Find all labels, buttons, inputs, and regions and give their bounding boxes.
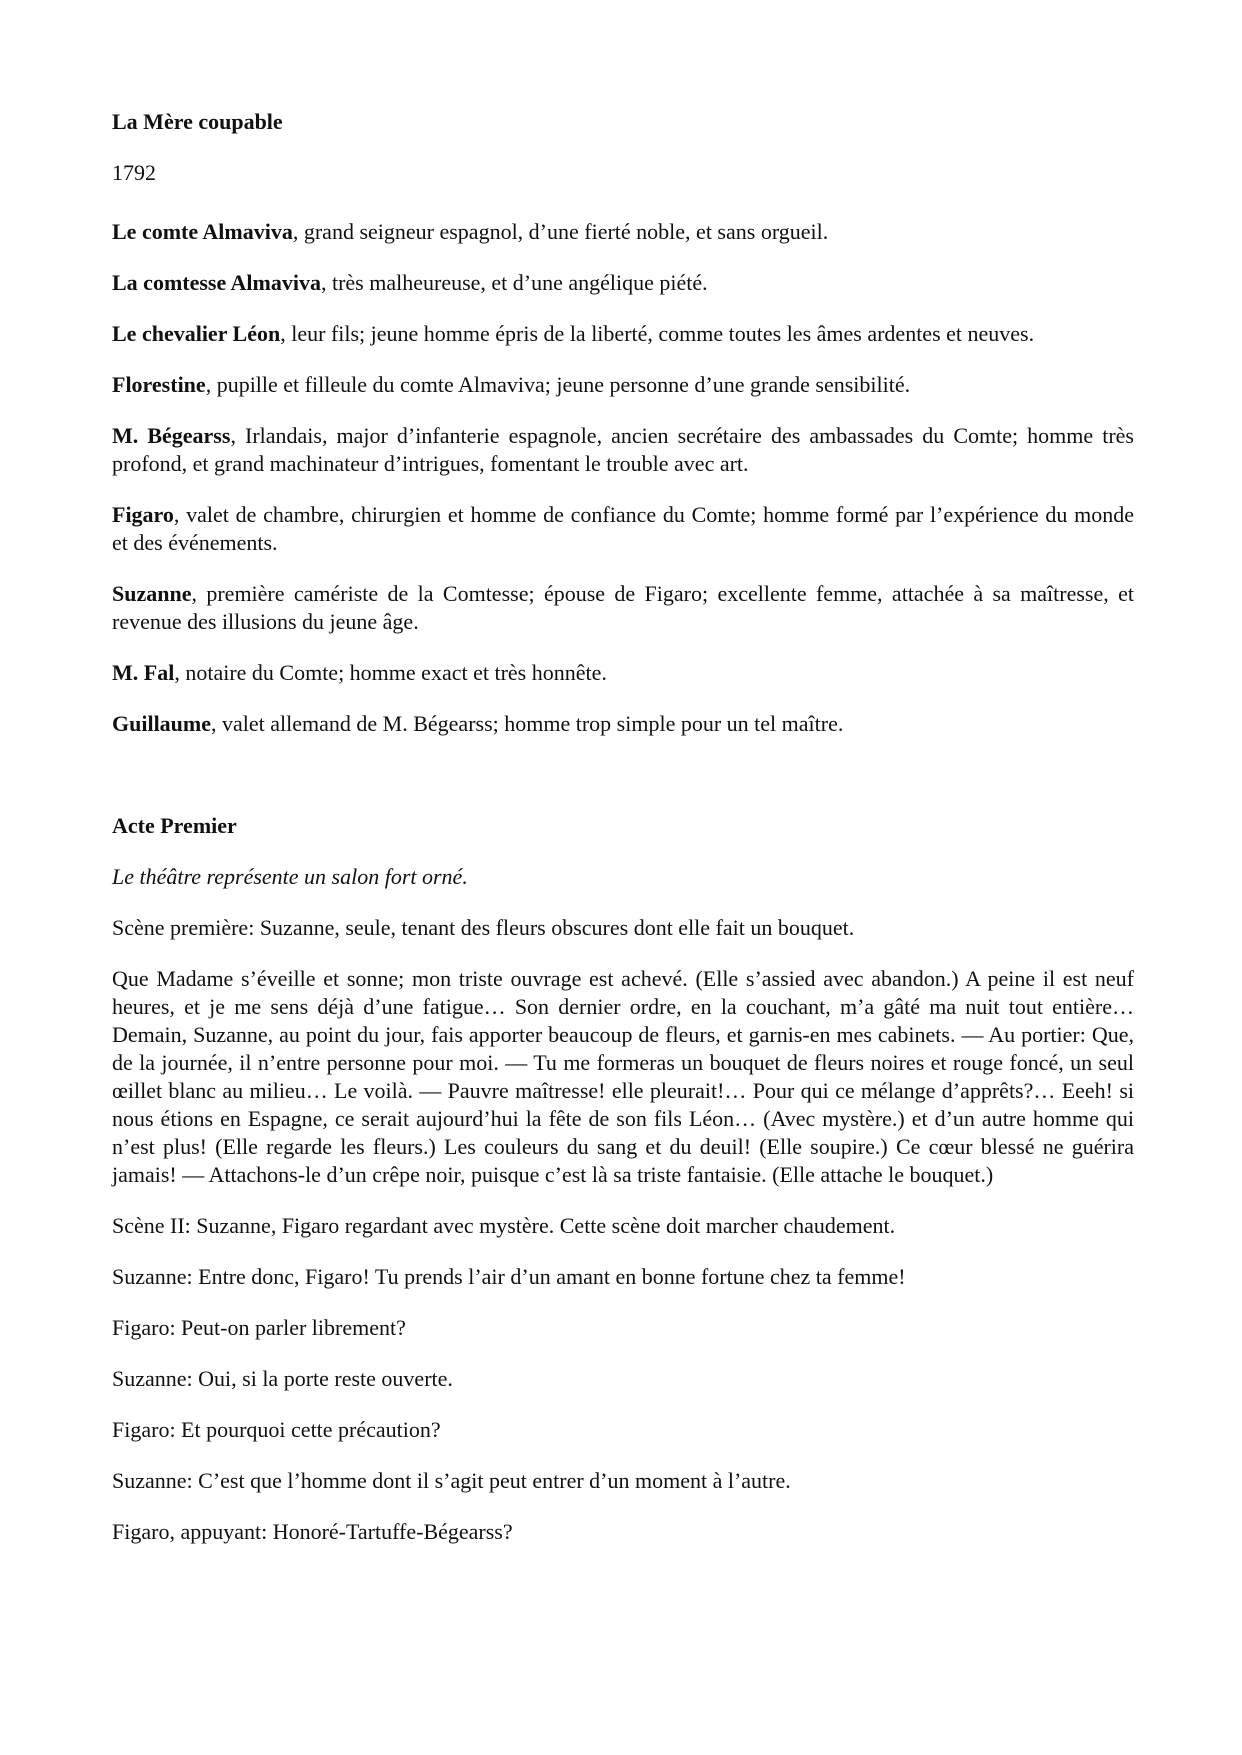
character-name: Le chevalier Léon: [112, 321, 281, 346]
character-description: , très malheureuse, et d’une angélique piété.: [320, 270, 708, 295]
dialogue-line: Figaro: Peut-on parler librement?: [112, 1315, 406, 1340]
character-description: , pupille et filleule du comte Almaviva; jeune personne d’une grande sensibilité.: [205, 372, 911, 397]
character-description: , leur fils; jeune homme épris de la liberté, comme toutes les âmes ardentes et neuves.: [280, 321, 1035, 346]
character-entry: [112, 218, 1134, 246]
scene-text: [112, 914, 1134, 1546]
stage-direction: Le théâtre représente un salon fort orné.: [112, 864, 468, 889]
character-description: , Irlandais, major d’infanterie espagnole, ancien secrétaire des ambassades du Comte; homme très profond, et grand machinateur d’intrigues, fomentant le trouble avec art.: [112, 423, 1134, 476]
character-description: , notaire du Comte; homme exact et très honnête.: [174, 660, 607, 685]
act-heading: Acte Premier: [112, 813, 237, 838]
character-name: Figaro: [112, 502, 174, 527]
character-entry: [112, 371, 1134, 399]
character-list: [112, 218, 1134, 738]
character-name: Florestine: [112, 372, 206, 397]
scene-heading: Scène II: Suzanne, Figaro regardant avec mystère. Cette scène doit marcher chaudement.: [112, 1213, 896, 1238]
character-entry: [112, 422, 1134, 478]
character-entry: [112, 501, 1134, 557]
dialogue-line: Figaro, appuyant: Honoré-Tartuffe-Bégearss?: [112, 1519, 513, 1544]
character-entry: [112, 269, 1134, 297]
play-year: 1792: [112, 160, 156, 185]
character-name: Le comte Almaviva: [112, 219, 293, 244]
character-name: La comtesse Almaviva: [112, 270, 321, 295]
dialogue-line: Suzanne: Oui, si la porte reste ouverte.: [112, 1366, 453, 1391]
character-name: M. Bégearss: [112, 423, 231, 448]
character-description: , valet de chambre, chirurgien et homme de confiance du Comte; homme formé par l’expérience du monde et des événements.: [112, 502, 1134, 555]
character-entry: [112, 580, 1134, 636]
dialogue-line: Suzanne: Entre donc, Figaro! Tu prends l’air d’un amant en bonne fortune chez ta femme!: [112, 1264, 906, 1289]
character-description: , grand seigneur espagnol, d’une fierté noble, et sans orgueil.: [292, 219, 829, 244]
character-entry: [112, 710, 1134, 738]
character-entry: [112, 320, 1134, 348]
play-title: La Mère coupable: [112, 109, 283, 134]
character-entry: [112, 659, 1134, 687]
scene-heading: Scène première: Suzanne, seule, tenant des fleurs obscures dont elle fait un bouquet.: [112, 915, 855, 940]
character-name: Suzanne: [112, 581, 192, 606]
monologue-paragraph: Que Madame s’éveille et sonne; mon triste ouvrage est achevé. (Elle s’assied avec abandon.) A peine il est neuf heures, et je me sens déjà d’une fatigue… Son dernier ordre, en la couchant, m’a gâté ma nuit tout entière… Demain, Suzanne, au point du jour, fais apporter beaucoup de fleurs, et garnis-en mes cabinets. — Au portier: Que, de la journée, il n’entre personne pour moi. — Tu me formeras un bouquet de fleurs noires et rouge foncé, un seul œillet blanc au milieu… Le voilà. — Pauvre maîtresse! elle pleurait!… Pour qui ce mélange d’apprêts?… Eeeh! si nous étions en Espagne, ce serait aujourd’hui la fête de son fils Léon… (Avec mystère.) et d’un autre homme qui n’est plus! (Elle regarde les fleurs.) Les couleurs du sang et du deuil! (Elle soupire.) Ce cœur blessé ne guérira jamais! — Attachons-le d’un crêpe noir, puisque c’est là sa triste fantaisie. (Elle attache le bouquet.): [112, 966, 1134, 1187]
character-name: M. Fal: [112, 660, 175, 685]
character-description: , valet allemand de M. Bégearss; homme trop simple pour un tel maître.: [211, 711, 844, 736]
character-name: Guillaume: [112, 711, 212, 736]
character-description: , première caméristе de la Comtesse; épouse de Figaro; excellente femme, attachée à sa maîtresse, et revenue des illusions du jeune âge.: [112, 581, 1134, 634]
dialogue-line: Suzanne: C’est que l’homme dont il s’agit peut entrer d’un moment à l’autre.: [112, 1468, 791, 1493]
dialogue-line: Figaro: Et pourquoi cette précaution?: [112, 1417, 441, 1442]
